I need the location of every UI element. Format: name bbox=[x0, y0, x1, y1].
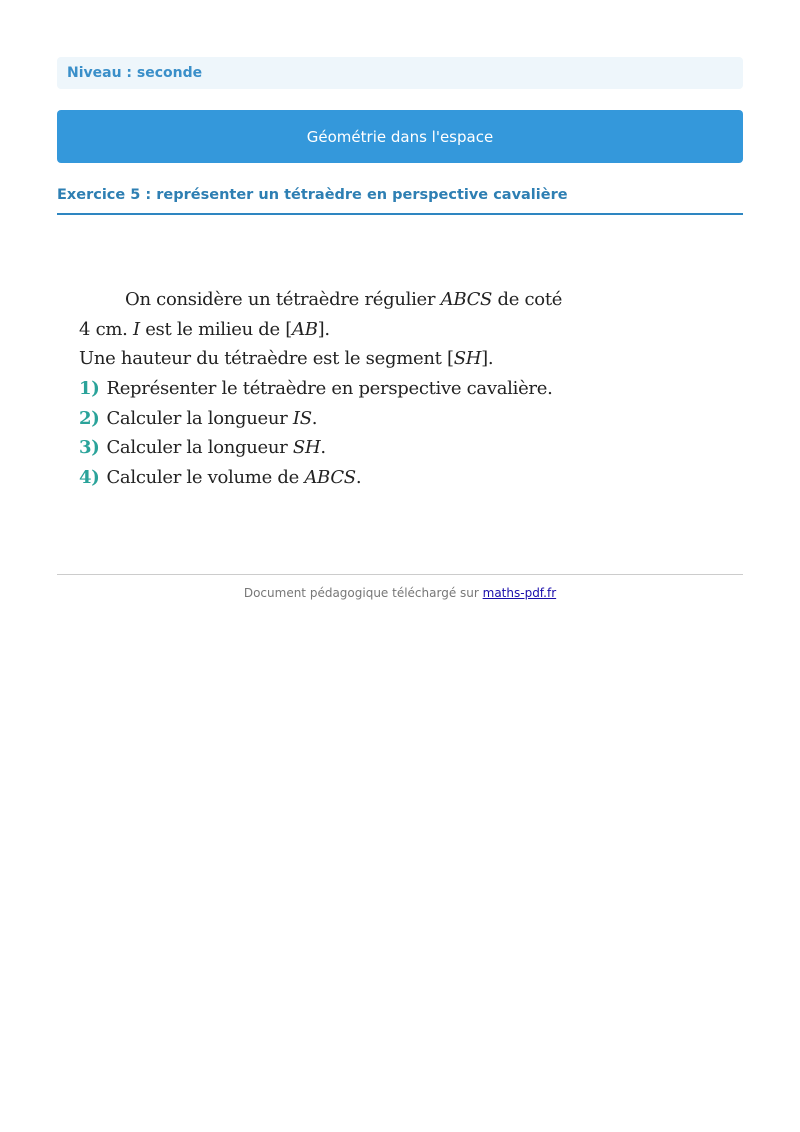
footer-text: Document pédagogique téléchargé sur bbox=[243, 586, 483, 600]
exercise-statement bbox=[79, 285, 599, 493]
statement-line-1 bbox=[79, 285, 599, 315]
math-variable: I bbox=[132, 318, 140, 340]
statement-line-3 bbox=[79, 344, 599, 374]
statement-text: ]. bbox=[317, 318, 330, 340]
title-banner bbox=[57, 110, 743, 163]
statement-text: ]. bbox=[481, 348, 494, 370]
exercise-heading bbox=[57, 186, 743, 215]
math-variable: ABCS bbox=[440, 289, 493, 310]
level-label: Niveau : seconde bbox=[67, 65, 203, 81]
exercise-title: Exercice 5 : représenter un tétraèdre en perspective cavalière bbox=[57, 187, 568, 203]
question-text: Calculer la longueur bbox=[106, 407, 293, 429]
statement-text: Une hauteur du tétraèdre est le segment [ bbox=[79, 348, 454, 370]
statement-text: est le milieu de [ bbox=[139, 318, 293, 340]
question-text: . bbox=[355, 467, 362, 489]
question-text: Calculer la longueur bbox=[106, 437, 293, 459]
question-item bbox=[79, 433, 599, 463]
question-text: . bbox=[311, 407, 318, 429]
statement-text: 4 cm. bbox=[79, 318, 133, 340]
math-variable: SH bbox=[453, 348, 482, 370]
level-box bbox=[57, 57, 743, 89]
question-number: 4) bbox=[79, 467, 100, 489]
footer bbox=[57, 586, 743, 600]
statement-text: On considère un tétraèdre régulier bbox=[125, 289, 441, 310]
page-title: Géométrie dans l'espace bbox=[306, 127, 494, 146]
math-variable: AB bbox=[292, 318, 318, 340]
math-variable: IS bbox=[292, 407, 312, 429]
question-text: . bbox=[320, 437, 326, 459]
question-item bbox=[79, 374, 599, 404]
question-text: Représenter le tétraèdre en perspective cavalière. bbox=[106, 378, 553, 400]
question-text: Calculer le volume de bbox=[106, 467, 305, 489]
question-item bbox=[79, 404, 599, 434]
question-number: 2) bbox=[79, 407, 100, 429]
statement-text: de coté bbox=[492, 289, 563, 310]
question-number: 1) bbox=[79, 378, 100, 400]
math-variable: SH bbox=[292, 437, 321, 459]
statement-line-2 bbox=[79, 315, 599, 345]
question-item bbox=[79, 463, 599, 493]
question-number: 3) bbox=[79, 437, 100, 459]
math-variable: ABCS bbox=[304, 467, 356, 489]
footer-link[interactable]: maths-pdf.fr bbox=[482, 586, 557, 600]
footer-divider bbox=[57, 574, 743, 575]
